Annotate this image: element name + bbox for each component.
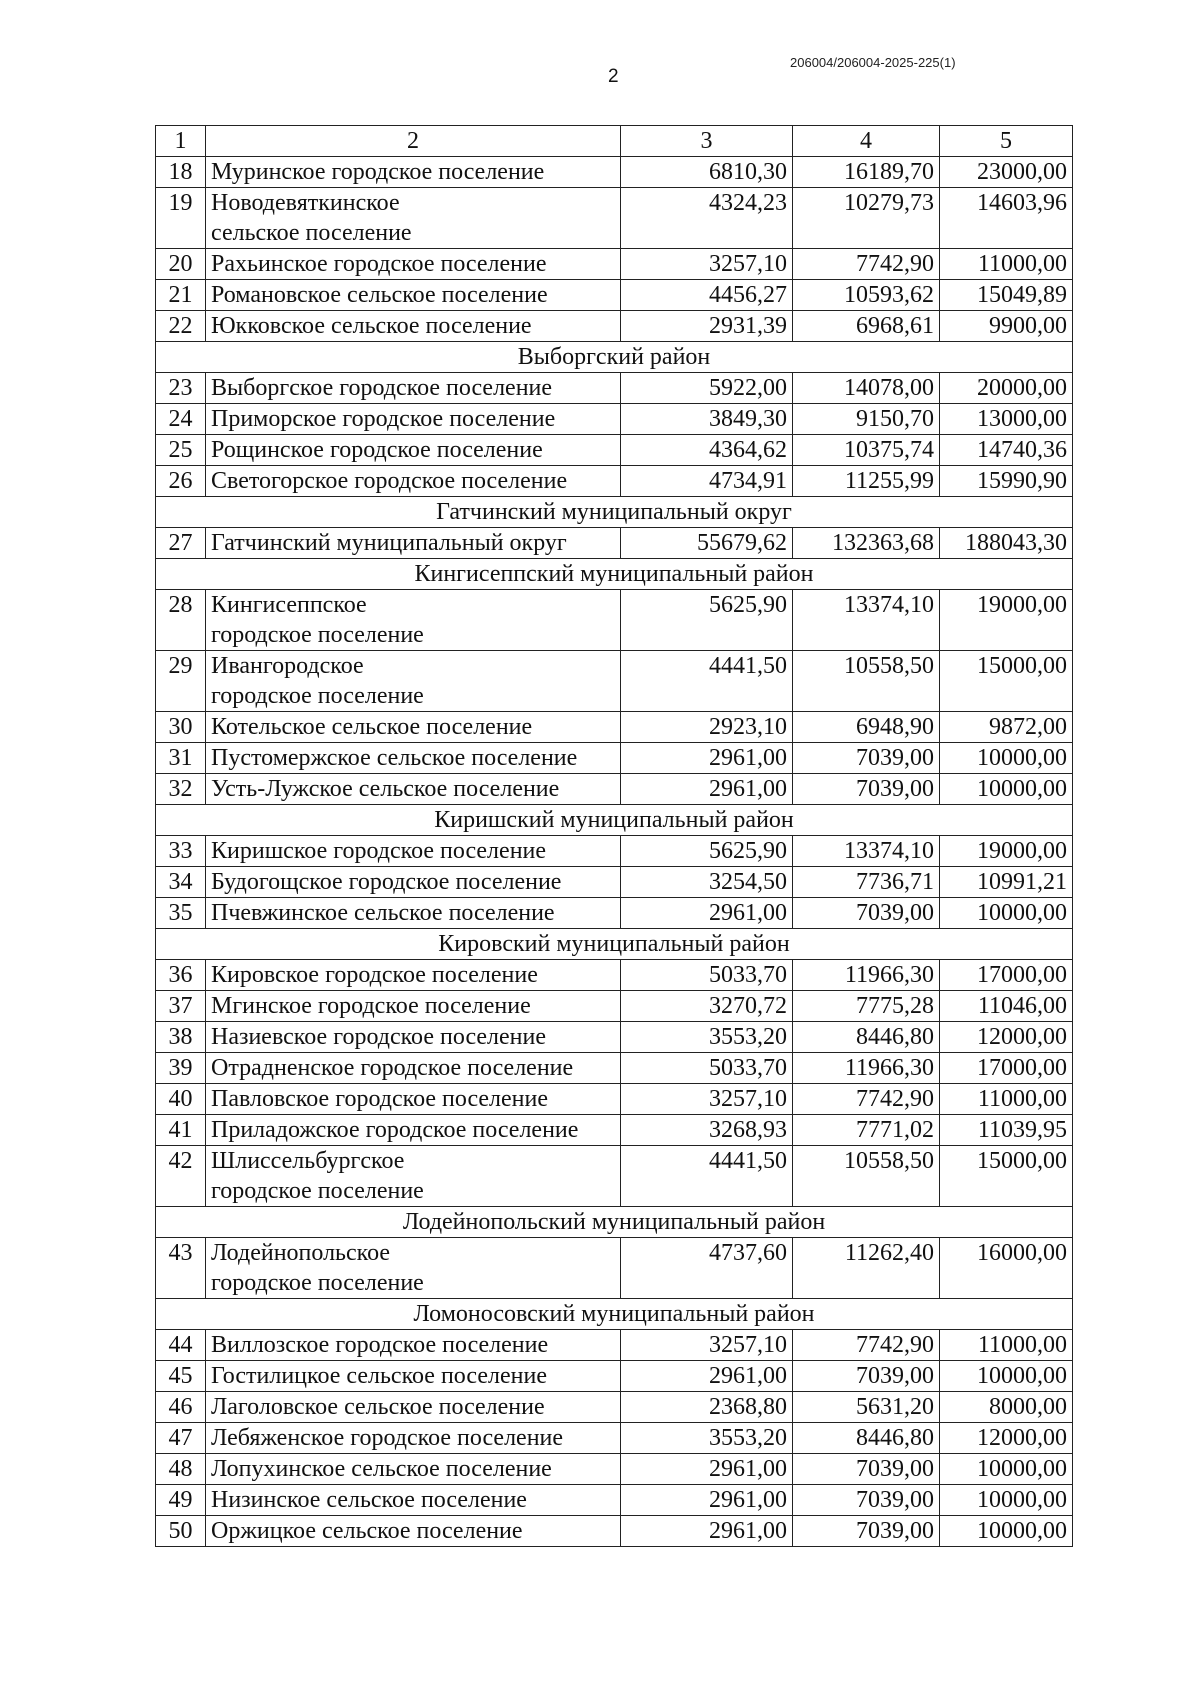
table-row	[156, 960, 1073, 991]
settlement-name: Павловское городское поселение	[206, 1084, 621, 1115]
row-number: 37	[156, 991, 206, 1022]
settlement-name: Лодейнопольское городское поселение	[206, 1238, 621, 1299]
section-title: Выборгский район	[156, 342, 1073, 373]
amount-col5: 19000,00	[940, 590, 1073, 651]
amount-col3: 2961,00	[621, 898, 793, 929]
table-row	[156, 743, 1073, 774]
amount-col5: 9900,00	[940, 311, 1073, 342]
section-title: Гатчинский муниципальный округ	[156, 497, 1073, 528]
amount-col3: 2931,39	[621, 311, 793, 342]
table-row	[156, 528, 1073, 559]
amount-col3: 4324,23	[621, 188, 793, 249]
row-number: 39	[156, 1053, 206, 1084]
row-number: 46	[156, 1392, 206, 1423]
amount-col3: 2961,00	[621, 1454, 793, 1485]
row-number: 23	[156, 373, 206, 404]
amount-col4: 14078,00	[793, 373, 940, 404]
amount-col4: 7039,00	[793, 1361, 940, 1392]
settlement-name: Выборгское городское поселение	[206, 373, 621, 404]
settlement-name: Гостилицкое сельское поселение	[206, 1361, 621, 1392]
row-number: 44	[156, 1330, 206, 1361]
amount-col3: 4441,50	[621, 651, 793, 712]
settlement-name: Рахьинское городское поселение	[206, 249, 621, 280]
settlement-name: Котельское сельское поселение	[206, 712, 621, 743]
settlement-name: Лопухинское сельское поселение	[206, 1454, 621, 1485]
table-row	[156, 1084, 1073, 1115]
row-number: 45	[156, 1361, 206, 1392]
table-row	[156, 1115, 1073, 1146]
amount-col5: 15000,00	[940, 651, 1073, 712]
amount-col5: 11000,00	[940, 249, 1073, 280]
row-number: 48	[156, 1454, 206, 1485]
amount-col4: 9150,70	[793, 404, 940, 435]
amount-col3: 2961,00	[621, 1361, 793, 1392]
settlement-name: Лебяженское городское поселение	[206, 1423, 621, 1454]
table-row	[156, 249, 1073, 280]
amount-col5: 11000,00	[940, 1084, 1073, 1115]
amount-col5: 15000,00	[940, 1146, 1073, 1207]
amount-col3: 5625,90	[621, 836, 793, 867]
section-title: Киришский муниципальный район	[156, 805, 1073, 836]
amount-col4: 7771,02	[793, 1115, 940, 1146]
amount-col3: 3849,30	[621, 404, 793, 435]
amount-col4: 10279,73	[793, 188, 940, 249]
section-title: Кингисеппский муниципальный район	[156, 559, 1073, 590]
row-number: 36	[156, 960, 206, 991]
amount-col5: 8000,00	[940, 1392, 1073, 1423]
amount-col4: 10558,50	[793, 651, 940, 712]
amount-col5: 10991,21	[940, 867, 1073, 898]
amount-col3: 3553,20	[621, 1423, 793, 1454]
amount-col3: 5625,90	[621, 590, 793, 651]
row-number: 18	[156, 157, 206, 188]
amount-col4: 7742,90	[793, 1330, 940, 1361]
row-number: 31	[156, 743, 206, 774]
amount-col4: 7039,00	[793, 1516, 940, 1547]
amount-col5: 17000,00	[940, 960, 1073, 991]
table-row	[156, 404, 1073, 435]
row-number: 41	[156, 1115, 206, 1146]
column-number: 4	[793, 126, 940, 157]
amount-col4: 11966,30	[793, 960, 940, 991]
amount-col4: 10375,74	[793, 435, 940, 466]
column-number: 5	[940, 126, 1073, 157]
row-number: 40	[156, 1084, 206, 1115]
section-header-row	[156, 342, 1073, 373]
table-row	[156, 1454, 1073, 1485]
amount-col5: 11000,00	[940, 1330, 1073, 1361]
settlement-name: Юкковское сельское поселение	[206, 311, 621, 342]
section-header-row	[156, 559, 1073, 590]
amount-col5: 10000,00	[940, 1361, 1073, 1392]
table-row	[156, 991, 1073, 1022]
amount-col4: 7039,00	[793, 774, 940, 805]
amount-col5: 12000,00	[940, 1022, 1073, 1053]
amount-col3: 2961,00	[621, 743, 793, 774]
amount-col4: 6948,90	[793, 712, 940, 743]
amount-col4: 13374,10	[793, 590, 940, 651]
settlement-name: Кировское городское поселение	[206, 960, 621, 991]
table-row	[156, 188, 1073, 249]
amount-col3: 4737,60	[621, 1238, 793, 1299]
row-number: 28	[156, 590, 206, 651]
amount-col5: 10000,00	[940, 1454, 1073, 1485]
row-number: 32	[156, 774, 206, 805]
amount-col3: 5033,70	[621, 1053, 793, 1084]
amount-col3: 3553,20	[621, 1022, 793, 1053]
table-row	[156, 1146, 1073, 1207]
table-row	[156, 1330, 1073, 1361]
column-number-row	[156, 126, 1073, 157]
amount-col4: 10593,62	[793, 280, 940, 311]
amount-col4: 8446,80	[793, 1423, 940, 1454]
table-row	[156, 1238, 1073, 1299]
table-row	[156, 1022, 1073, 1053]
table-row	[156, 867, 1073, 898]
settlement-name: Мгинское городское поселение	[206, 991, 621, 1022]
row-number: 24	[156, 404, 206, 435]
settlement-name: Светогорское городское поселение	[206, 466, 621, 497]
amount-col3: 4456,27	[621, 280, 793, 311]
amount-col3: 4734,91	[621, 466, 793, 497]
settlement-name: Лаголовское сельское поселение	[206, 1392, 621, 1423]
amount-col5: 10000,00	[940, 898, 1073, 929]
section-header-row	[156, 1299, 1073, 1330]
amount-col4: 7742,90	[793, 1084, 940, 1115]
row-number: 22	[156, 311, 206, 342]
amount-col4: 13374,10	[793, 836, 940, 867]
settlement-name: Оржицкое сельское поселение	[206, 1516, 621, 1547]
table-row	[156, 1392, 1073, 1423]
amount-col3: 55679,62	[621, 528, 793, 559]
settlement-name: Пустомержское сельское поселение	[206, 743, 621, 774]
table-row	[156, 1053, 1073, 1084]
amount-col4: 8446,80	[793, 1022, 940, 1053]
section-header-row	[156, 1207, 1073, 1238]
table-row	[156, 590, 1073, 651]
section-title: Ломоносовский муниципальный район	[156, 1299, 1073, 1330]
amount-col5: 17000,00	[940, 1053, 1073, 1084]
amount-col5: 14740,36	[940, 435, 1073, 466]
settlement-name: Кингисеппское городское поселение	[206, 590, 621, 651]
row-number: 42	[156, 1146, 206, 1207]
amount-col5: 10000,00	[940, 743, 1073, 774]
table-row	[156, 280, 1073, 311]
row-number: 21	[156, 280, 206, 311]
section-header-row	[156, 497, 1073, 528]
row-number: 35	[156, 898, 206, 929]
table-row	[156, 1423, 1073, 1454]
document-id: 206004/206004-2025-225(1)	[790, 55, 956, 70]
column-number: 2	[206, 126, 621, 157]
amount-col4: 11255,99	[793, 466, 940, 497]
amount-col3: 3257,10	[621, 249, 793, 280]
amount-col3: 3268,93	[621, 1115, 793, 1146]
row-number: 20	[156, 249, 206, 280]
row-number: 27	[156, 528, 206, 559]
amount-col4: 7039,00	[793, 898, 940, 929]
table-row	[156, 836, 1073, 867]
row-number: 25	[156, 435, 206, 466]
amount-col5: 13000,00	[940, 404, 1073, 435]
settlement-name: Усть-Лужское сельское поселение	[206, 774, 621, 805]
amount-col5: 20000,00	[940, 373, 1073, 404]
amount-col3: 2961,00	[621, 1485, 793, 1516]
amount-col4: 11262,40	[793, 1238, 940, 1299]
table-row	[156, 435, 1073, 466]
allocation-table	[155, 125, 1073, 1547]
table-row	[156, 1361, 1073, 1392]
amount-col5: 15990,90	[940, 466, 1073, 497]
amount-col4: 7039,00	[793, 743, 940, 774]
settlement-name: Новодевяткинское сельское поселение	[206, 188, 621, 249]
table-row	[156, 157, 1073, 188]
amount-col5: 10000,00	[940, 774, 1073, 805]
table-row	[156, 466, 1073, 497]
amount-col3: 2368,80	[621, 1392, 793, 1423]
amount-col3: 4364,62	[621, 435, 793, 466]
settlement-name: Гатчинский муниципальный округ	[206, 528, 621, 559]
row-number: 26	[156, 466, 206, 497]
amount-col4: 132363,68	[793, 528, 940, 559]
amount-col3: 2961,00	[621, 1516, 793, 1547]
row-number: 19	[156, 188, 206, 249]
amount-col5: 9872,00	[940, 712, 1073, 743]
settlement-name: Романовское сельское поселение	[206, 280, 621, 311]
section-title: Лодейнопольский муниципальный район	[156, 1207, 1073, 1238]
section-header-row	[156, 805, 1073, 836]
amount-col4: 7775,28	[793, 991, 940, 1022]
section-title: Кировский муниципальный район	[156, 929, 1073, 960]
row-number: 49	[156, 1485, 206, 1516]
row-number: 38	[156, 1022, 206, 1053]
amount-col4: 7039,00	[793, 1485, 940, 1516]
table-row	[156, 373, 1073, 404]
amount-col4: 10558,50	[793, 1146, 940, 1207]
amount-col3: 2961,00	[621, 774, 793, 805]
row-number: 29	[156, 651, 206, 712]
amount-col4: 5631,20	[793, 1392, 940, 1423]
amount-col4: 7742,90	[793, 249, 940, 280]
table-row	[156, 311, 1073, 342]
amount-col5: 11046,00	[940, 991, 1073, 1022]
amount-col5: 15049,89	[940, 280, 1073, 311]
row-number: 50	[156, 1516, 206, 1547]
amount-col4: 16189,70	[793, 157, 940, 188]
settlement-name: Рощинское городское поселение	[206, 435, 621, 466]
amount-col3: 3270,72	[621, 991, 793, 1022]
amount-col3: 4441,50	[621, 1146, 793, 1207]
amount-col5: 188043,30	[940, 528, 1073, 559]
settlement-name: Пчевжинское сельское поселение	[206, 898, 621, 929]
table-row	[156, 712, 1073, 743]
row-number: 30	[156, 712, 206, 743]
settlement-name: Будогощское городское поселение	[206, 867, 621, 898]
settlement-name: Шлиссельбургское городское поселение	[206, 1146, 621, 1207]
section-header-row	[156, 929, 1073, 960]
column-number: 1	[156, 126, 206, 157]
amount-col5: 14603,96	[940, 188, 1073, 249]
table-row	[156, 1485, 1073, 1516]
row-number: 43	[156, 1238, 206, 1299]
amount-col4: 11966,30	[793, 1053, 940, 1084]
amount-col5: 23000,00	[940, 157, 1073, 188]
amount-col4: 7039,00	[793, 1454, 940, 1485]
table-row	[156, 1516, 1073, 1547]
page-number: 2	[608, 66, 619, 87]
amount-col5: 10000,00	[940, 1516, 1073, 1547]
settlement-name: Киришское городское поселение	[206, 836, 621, 867]
table-row	[156, 898, 1073, 929]
amount-col3: 3254,50	[621, 867, 793, 898]
settlement-name: Муринское городское поселение	[206, 157, 621, 188]
amount-col3: 5033,70	[621, 960, 793, 991]
table-row	[156, 774, 1073, 805]
amount-col4: 7736,71	[793, 867, 940, 898]
amount-col5: 10000,00	[940, 1485, 1073, 1516]
settlement-name: Отрадненское городское поселение	[206, 1053, 621, 1084]
amount-col5: 16000,00	[940, 1238, 1073, 1299]
amount-col3: 5922,00	[621, 373, 793, 404]
settlement-name: Назиевское городское поселение	[206, 1022, 621, 1053]
settlement-name: Ивангородское городское поселение	[206, 651, 621, 712]
settlement-name: Приладожское городское поселение	[206, 1115, 621, 1146]
amount-col3: 2923,10	[621, 712, 793, 743]
settlement-name: Виллозское городское поселение	[206, 1330, 621, 1361]
row-number: 34	[156, 867, 206, 898]
settlement-name: Низинское сельское поселение	[206, 1485, 621, 1516]
row-number: 47	[156, 1423, 206, 1454]
amount-col5: 12000,00	[940, 1423, 1073, 1454]
settlement-name: Приморское городское поселение	[206, 404, 621, 435]
column-number: 3	[621, 126, 793, 157]
table-row	[156, 651, 1073, 712]
amount-col3: 6810,30	[621, 157, 793, 188]
amount-col5: 19000,00	[940, 836, 1073, 867]
amount-col3: 3257,10	[621, 1330, 793, 1361]
amount-col4: 6968,61	[793, 311, 940, 342]
amount-col5: 11039,95	[940, 1115, 1073, 1146]
amount-col3: 3257,10	[621, 1084, 793, 1115]
row-number: 33	[156, 836, 206, 867]
